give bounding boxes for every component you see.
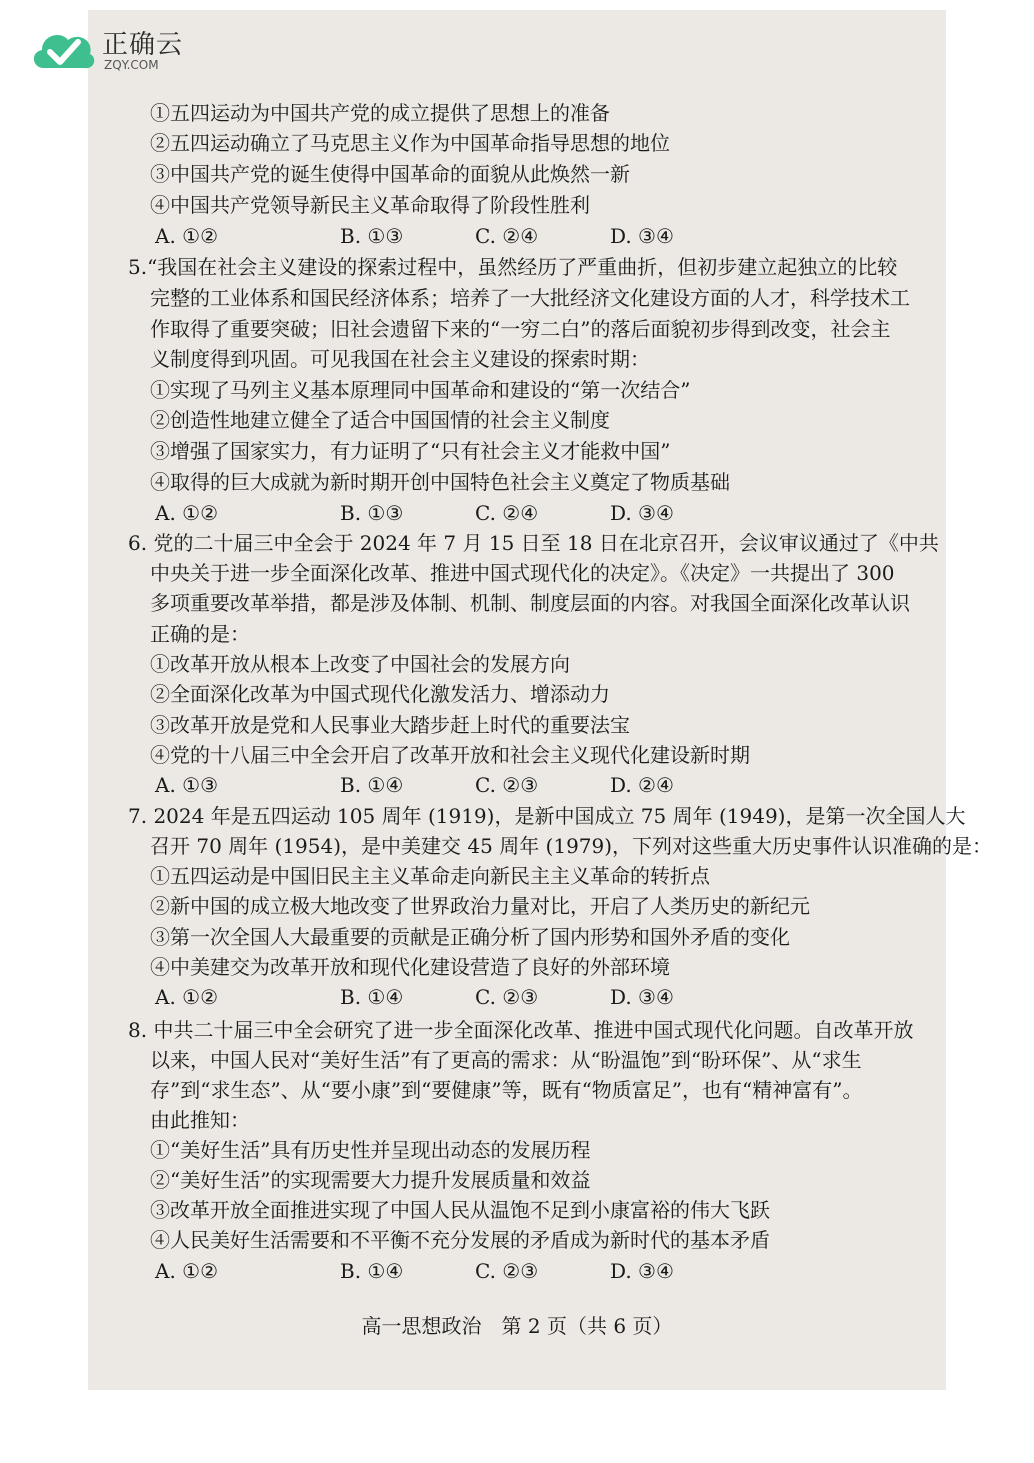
brand-site: ZQY.COM [104, 58, 159, 72]
option-b: B. ①④ [340, 773, 404, 797]
q6-options [155, 772, 855, 798]
option-c: C. ②③ [475, 985, 539, 1009]
q6-statement-1: ①改革开放从根本上改变了中国社会的发展方向 [150, 652, 570, 676]
option-a: A. ①② [155, 985, 219, 1009]
q4-statement-4: ④中国共产党领导新民主义革命取得了阶段性胜利 [150, 193, 590, 217]
q8-stem-1: 8. 中共二十届三中全会研究了进一步全面深化改革、推进中国式现代化问题。自改革开放 [128, 1018, 914, 1042]
q6-stem-4: 正确的是： [150, 622, 250, 646]
cloud-check-icon [28, 22, 96, 74]
q5-options [155, 500, 855, 526]
option-a: A. ①② [155, 1259, 219, 1283]
q7-stem-1: 7. 2024 年是五四运动 105 周年 (1919)，是新中国成立 75 周年 (1949)，是第一次全国人大 [128, 804, 966, 828]
q6-statement-3: ③改革开放是党和人民事业大踏步赶上时代的重要法宝 [150, 713, 630, 737]
option-b: B. ①④ [340, 985, 404, 1009]
option-a: A. ①② [155, 224, 219, 248]
option-d: D. ③④ [610, 985, 674, 1009]
option-c: C. ②③ [475, 1259, 539, 1283]
option-b: B. ①③ [340, 224, 404, 248]
q6-stem-1: 6. 党的二十届三中全会于 2024 年 7 月 15 日至 18 日在北京召开，会议审议通过了《中共 [128, 531, 939, 555]
q4-statement-2: ②五四运动确立了马克思主义作为中国革命指导思想的地位 [150, 131, 670, 155]
q5-stem-3: 作取得了重要突破；旧社会遗留下来的“一穷二白”的落后面貌初步得到改变，社会主 [150, 317, 891, 341]
q5-statement-1: ①实现了马列主义基本原理同中国革命和建设的“第一次结合” [150, 378, 691, 402]
q8-stem-2: 以来，中国人民对“美好生活”有了更高的需求：从“盼温饱”到“盼环保”、从“求生 [150, 1048, 862, 1072]
q7-statement-3: ③第一次全国人大最重要的贡献是正确分析了国内形势和国外矛盾的变化 [150, 925, 790, 949]
option-a: A. ①③ [155, 773, 219, 797]
brand-name: 正确云 [102, 30, 184, 60]
q7-statement-1: ①五四运动是中国旧民主主义革命走向新民主主义革命的转折点 [150, 864, 710, 888]
option-b: B. ①④ [340, 1259, 404, 1283]
q7-statement-4: ④中美建交为改革开放和现代化建设营造了良好的外部环境 [150, 955, 670, 979]
q7-options [155, 984, 855, 1010]
q4-options [155, 223, 855, 249]
q5-stem-4: 义制度得到巩固。可见我国在社会主义建设的探索时期： [150, 347, 650, 371]
q5-stem-1: 5.“我国在社会主义建设的探索过程中，虽然经历了严重曲折，但初步建立起独立的比较 [128, 255, 898, 279]
q6-statement-2: ②全面深化改革为中国式现代化激发活力、增添动力 [150, 682, 610, 706]
q7-statement-2: ②新中国的成立极大地改变了世界政治力量对比，开启了人类历史的新纪元 [150, 894, 810, 918]
q6-statement-4: ④党的十八届三中全会开启了改革开放和社会主义现代化建设新时期 [150, 743, 750, 767]
q4-statement-1: ①五四运动为中国共产党的成立提供了思想上的准备 [150, 101, 610, 125]
page-footer: 高一思想政治 第 2 页（共 6 页） [361, 1314, 673, 1338]
option-d: D. ③④ [610, 1259, 674, 1283]
q4-statement-3: ③中国共产党的诞生使得中国革命的面貌从此焕然一新 [150, 162, 630, 186]
logo [28, 18, 198, 78]
q8-options [155, 1258, 855, 1284]
q6-stem-2: 中央关于进一步全面深化改革、推进中国式现代化的决定》。《决定》一共提出了 300 [150, 561, 895, 585]
q8-statement-2: ②“美好生活”的实现需要大力提升发展质量和效益 [150, 1168, 591, 1192]
option-c: C. ②④ [475, 501, 539, 525]
option-b: B. ①③ [340, 501, 404, 525]
q5-statement-2: ②创造性地建立健全了适合中国国情的社会主义制度 [150, 408, 610, 432]
option-d: D. ③④ [610, 224, 674, 248]
option-c: C. ②③ [475, 773, 539, 797]
q5-statement-3: ③增强了国家实力，有力证明了“只有社会主义才能救中国” [150, 439, 671, 463]
q5-stem-2: 完整的工业体系和国民经济体系；培养了一大批经济文化建设方面的人才，科学技术工 [150, 286, 910, 310]
q5-statement-4: ④取得的巨大成就为新时期开创中国特色社会主义奠定了物质基础 [150, 470, 730, 494]
q8-stem-3: 存”到“求生态”、从“要小康”到“要健康”等，既有“物质富足”，也有“精神富有”。 [150, 1078, 863, 1102]
q7-stem-2: 召开 70 周年 (1954)，是中美建交 45 周年 (1979)，下列对这些重大历史事件认识准确的是： [150, 834, 993, 858]
q8-statement-1: ①“美好生活”具有历史性并呈现出动态的发展历程 [150, 1138, 591, 1162]
q8-statement-4: ④人民美好生活需要和不平衡不充分发展的矛盾成为新时代的基本矛盾 [150, 1228, 770, 1252]
option-d: D. ③④ [610, 501, 674, 525]
q8-statement-3: ③改革开放全面推进实现了中国人民从温饱不足到小康富裕的伟大飞跃 [150, 1198, 770, 1222]
option-a: A. ①② [155, 501, 219, 525]
option-c: C. ②④ [475, 224, 539, 248]
q8-stem-4: 由此推知： [150, 1108, 250, 1132]
q6-stem-3: 多项重要改革举措，都是涉及体制、机制、制度层面的内容。对我国全面深化改革认识 [150, 591, 910, 615]
option-d: D. ②④ [610, 773, 674, 797]
